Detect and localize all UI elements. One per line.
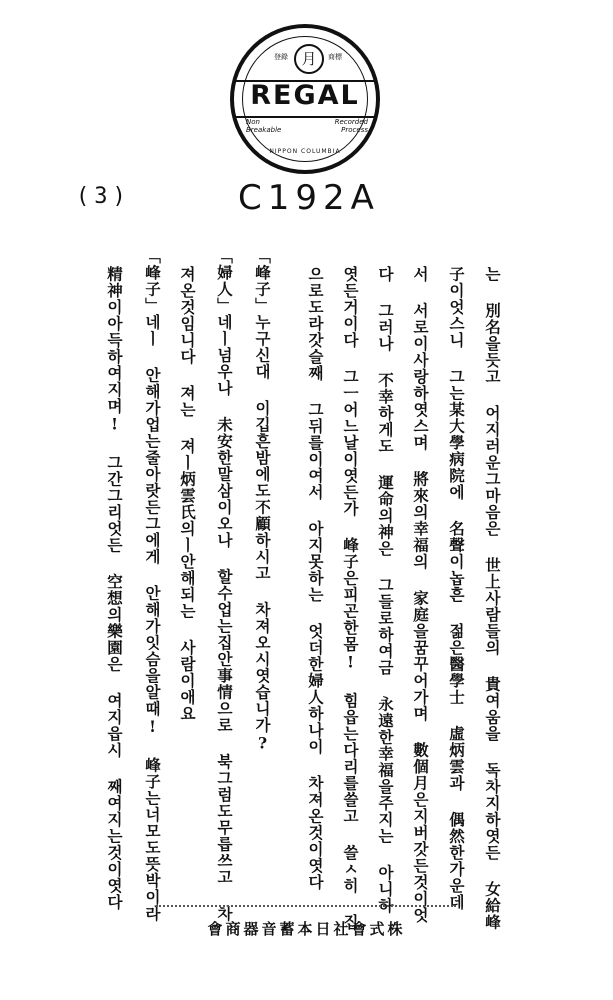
seal-small-right: Recorded Process — [334, 118, 368, 134]
lyric-column-5: 엿든거이다 그ㅡ어느날이엿든가 峰子은피곤한몸! 힘읍는다리를쓸고 쓸ㅅ히 집 — [341, 266, 360, 931]
lyric-column-3: 서 서로이사랑하엿스며 將來의幸福의 家庭을꿈꾸어가며 數個月은지버갓든것이엇 — [411, 266, 430, 924]
seal-foot-text: NIPPON COLUMBIA — [269, 148, 341, 155]
regal-logo-seal — [230, 24, 380, 174]
seal-mark-right: 商標 — [328, 53, 342, 61]
seal-small-left: Non Breakable — [246, 118, 282, 134]
footer-divider — [156, 905, 456, 907]
lyric-column-10: 「峰子」네ㅣ 안해가업는줄아랏든그에게 안해가잇슴을알때! 峰子는너모도뜻박이라 — [143, 248, 162, 922]
lyric-column-6: 으로도라갓슬째 그뒤를이여서 아지못하는 엇더한婦人하나이 차져온것이엿다 — [306, 266, 325, 891]
lyric-column-9: 져온것임니다 져는 져ㅣ炳雲氏의ㅣ안해되는 사람이애요 — [178, 266, 197, 722]
lyric-column-7: 「峰子」누구신대 이깁흔밤에도不顧하시고 차져오시엿습니가? — [253, 248, 272, 754]
lyric-column-11: 精神이아득하여지며! 그간그리엇든 空想의樂園은 여지읍시 째여지는것이엿다 — [105, 266, 124, 911]
lyric-column-4: 다 그러나 不幸하게도 運命의神은 그들로하여금 永遠한幸福을주지는 아니하 — [376, 266, 395, 914]
music-note-emblem-icon: 月 — [294, 44, 324, 74]
side-number: (3) — [76, 184, 131, 209]
seal-brand-text: REGAL — [250, 80, 360, 111]
lyric-column-8: 「婦人」네ㅣ넘우나 未安한말삼이오나 할수업는집안事情으로 북그럼도무릅쓰고 차 — [215, 248, 234, 922]
catalog-number: C192A — [238, 178, 380, 218]
publisher-name: 會商器音蓄本日社會式株 — [207, 920, 406, 938]
lyric-column-1: 는 別名을듯고 어지러운그마음은 世上사람들의 貴여움을 독차지하엿든 女給峰 — [483, 266, 502, 931]
lyric-column-2: 子이엇스니 그는某大學病院에 名聲이놉흔 젊은醫學士 虛炳雲과 偶然한가운데 — [447, 266, 466, 911]
seal-mark-left: 登錄 — [274, 53, 288, 61]
